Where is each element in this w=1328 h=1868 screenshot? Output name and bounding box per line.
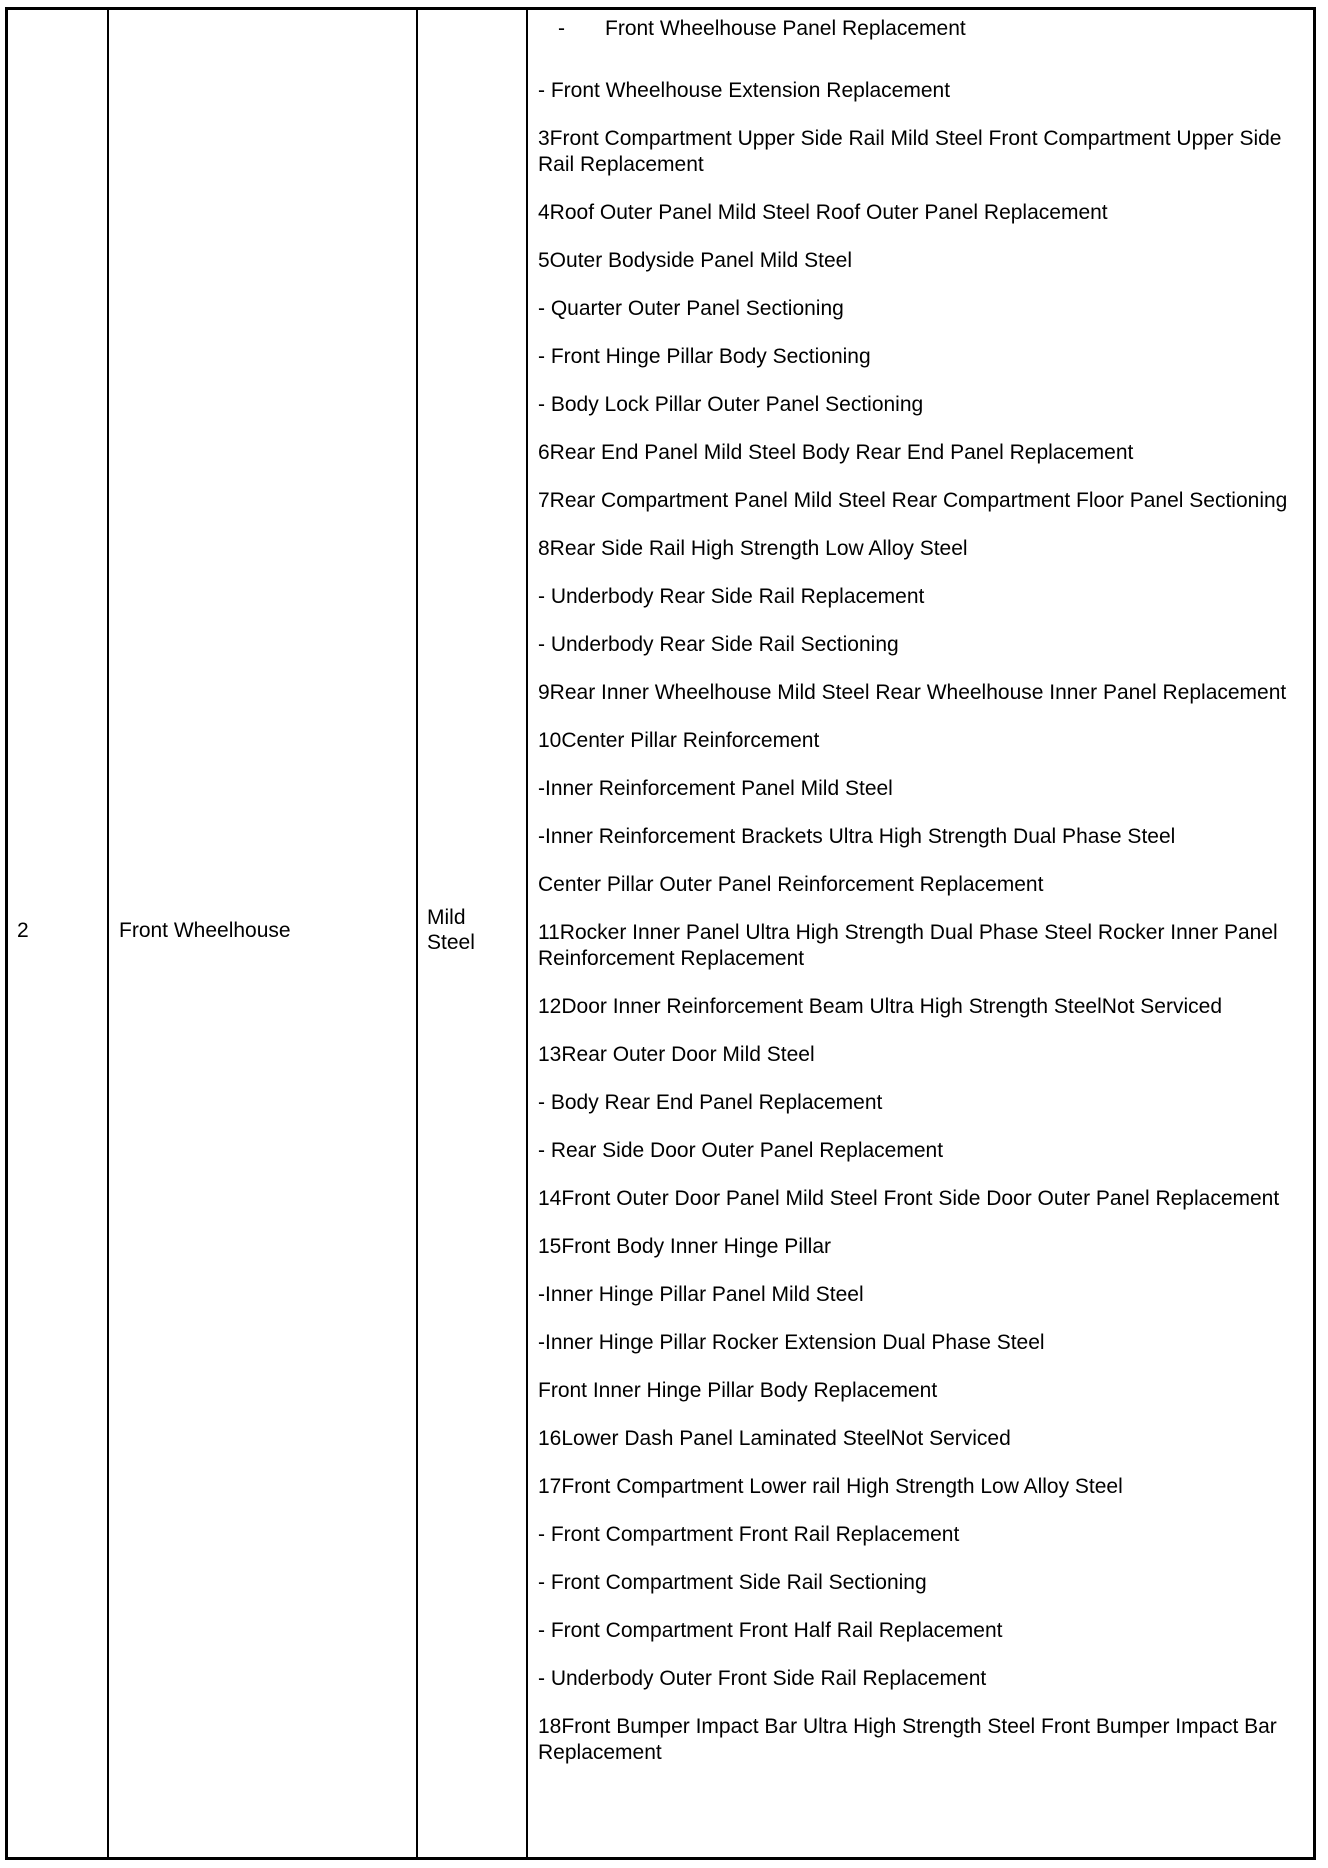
- list-item: 17Front Compartment Lower rail High Strength Low Alloy Steel: [538, 1475, 1123, 1498]
- column-divider: [416, 7, 418, 1860]
- list-item: 7Rear Compartment Panel Mild Steel Rear Compartment Floor Panel Sectioning: [538, 489, 1288, 512]
- list-item: 13Rear Outer Door Mild Steel: [538, 1043, 815, 1066]
- list-item: 6Rear End Panel Mild Steel Body Rear End Panel Replacement: [538, 441, 1134, 464]
- list-item: 10Center Pillar Reinforcement: [538, 729, 820, 752]
- list-item: Front Inner Hinge Pillar Body Replacement: [538, 1379, 938, 1402]
- list-item: [538, 16, 1313, 42]
- list-item: - Rear Side Door Outer Panel Replacement: [538, 1139, 944, 1162]
- list-item: 8Rear Side Rail High Strength Low Alloy Steel: [538, 537, 968, 560]
- list-item-text: Front Wheelhouse Panel Replacement: [605, 17, 966, 40]
- list-item: 11Rocker Inner Panel Ultra High Strength Dual Phase Steel Rocker Inner Panel Reinforcement Replacement: [538, 921, 1278, 970]
- list-item: -Inner Reinforcement Panel Mild Steel: [538, 777, 893, 800]
- list-item: 3Front Compartment Upper Side Rail Mild Steel Front Compartment Upper Side Rail Replacement: [538, 127, 1282, 176]
- list-item: - Front Compartment Front Half Rail Replacement: [538, 1619, 1003, 1642]
- list-item: -Inner Hinge Pillar Panel Mild Steel: [538, 1283, 864, 1306]
- list-item: - Quarter Outer Panel Sectioning: [538, 297, 844, 320]
- list-item: 15Front Body Inner Hinge Pillar: [538, 1235, 831, 1258]
- list-item: - Body Lock Pillar Outer Panel Sectioning: [538, 393, 924, 416]
- column-divider: [107, 7, 109, 1860]
- list-item: - Underbody Outer Front Side Rail Replacement: [538, 1667, 987, 1690]
- list-item: Center Pillar Outer Panel Reinforcement Replacement: [538, 873, 1044, 896]
- part-name: Front Wheelhouse: [119, 919, 291, 942]
- list-item: - Underbody Rear Side Rail Replacement: [538, 585, 925, 608]
- list-item: -Inner Reinforcement Brackets Ultra High Strength Dual Phase Steel: [538, 825, 1176, 848]
- list-item: 5Outer Bodyside Panel Mild Steel: [538, 249, 853, 272]
- list-item: 14Front Outer Door Panel Mild Steel Front Side Door Outer Panel Replacement: [538, 1187, 1280, 1210]
- list-item: 18Front Bumper Impact Bar Ultra High Strength Steel Front Bumper Impact Bar Replacement: [538, 1715, 1277, 1764]
- list-item: - Front Hinge Pillar Body Sectioning: [538, 345, 871, 368]
- list-item: - Front Compartment Front Rail Replacement: [538, 1523, 960, 1546]
- material-line: Mild: [427, 906, 466, 929]
- list-item: -Inner Hinge Pillar Rocker Extension Dual Phase Steel: [538, 1331, 1045, 1354]
- material: [427, 905, 517, 955]
- list-dash: -: [558, 17, 565, 40]
- list-item: - Front Compartment Side Rail Sectioning: [538, 1571, 927, 1594]
- row-number: 2: [17, 919, 29, 942]
- list-item: - Front Wheelhouse Extension Replacement: [538, 79, 951, 102]
- list-item: 4Roof Outer Panel Mild Steel Roof Outer Panel Replacement: [538, 201, 1108, 224]
- material-line: Steel: [427, 931, 475, 954]
- list-item: - Body Rear End Panel Replacement: [538, 1091, 883, 1114]
- list-item: 12Door Inner Reinforcement Beam Ultra High Strength SteelNot Serviced: [538, 995, 1222, 1018]
- list-item: - Underbody Rear Side Rail Sectioning: [538, 633, 899, 656]
- column-divider: [526, 7, 528, 1860]
- list-item: 9Rear Inner Wheelhouse Mild Steel Rear Wheelhouse Inner Panel Replacement: [538, 681, 1287, 704]
- procedure-list: [538, 16, 1313, 1788]
- list-item: 16Lower Dash Panel Laminated SteelNot Serviced: [538, 1427, 1011, 1450]
